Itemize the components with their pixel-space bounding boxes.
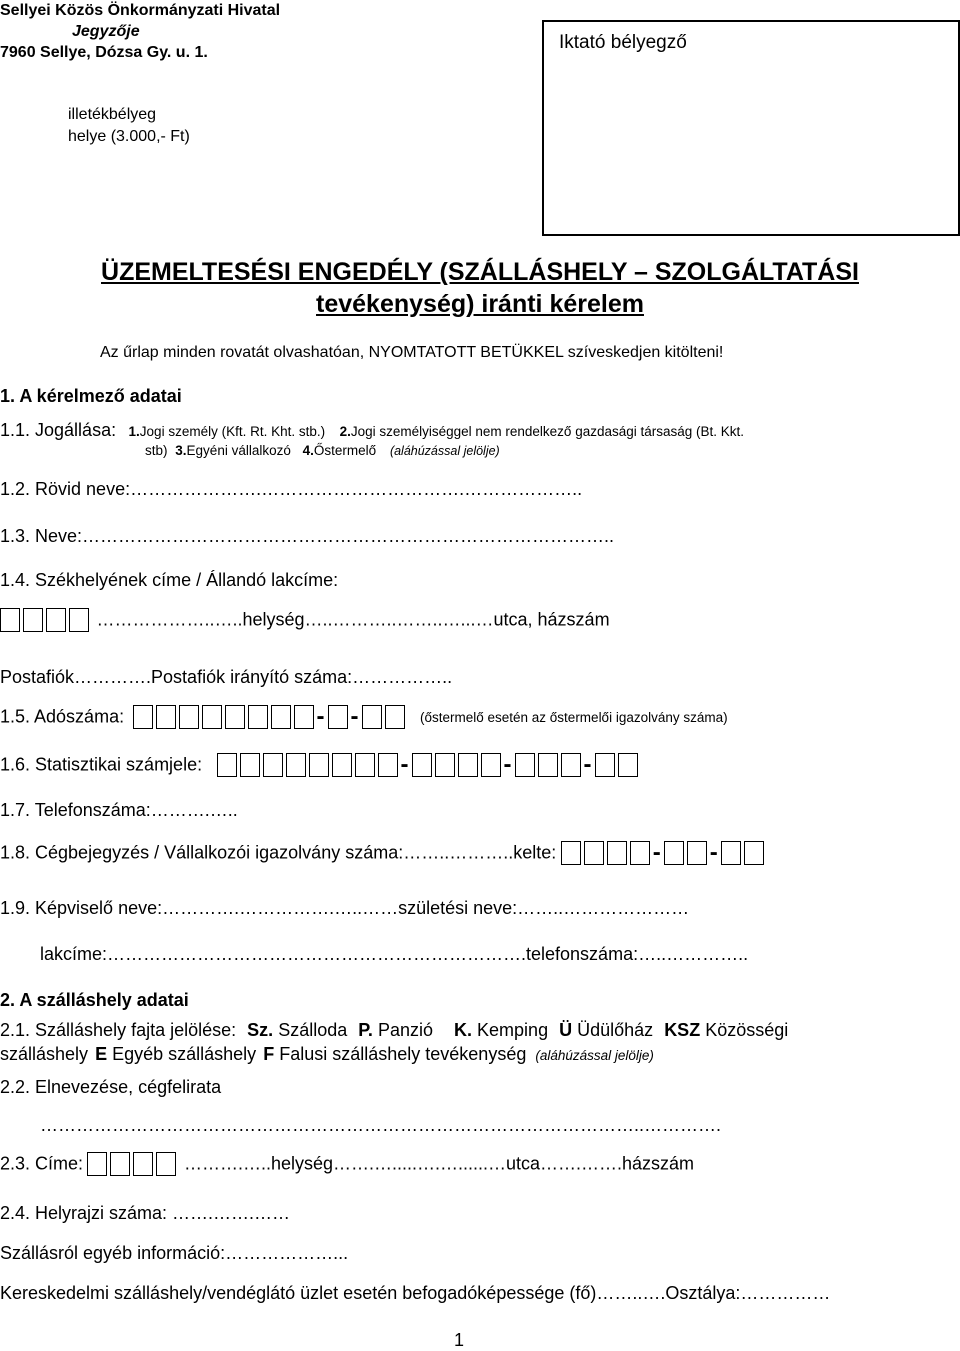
fee-stamp-line1: illetékbélyeg [68, 106, 157, 123]
name-field[interactable]: 1.3. Neve:…………………………………………………………………………….. [0, 526, 615, 546]
legal-status-row [0, 420, 744, 441]
stamp-box [542, 20, 960, 236]
tax-number-label: 1.5. Adószáma: [0, 706, 125, 727]
legal-status-opt2[interactable]: 2.Jogi személyiséggel nem rendelkező gazdasági társaság (Bt. Kkt. [339, 424, 745, 439]
community-cont: szálláshely [0, 1044, 89, 1064]
legal-status-opt2-cont: stb) [145, 443, 168, 458]
accommodation-type-note: (aláhúzással jelölje) [535, 1048, 654, 1063]
legal-status-opt3[interactable]: 3.Egyéni vállalkozó [175, 443, 291, 458]
site-address-label: 2.3. Címe: [0, 1153, 84, 1174]
type-option-camping[interactable]: K. Kemping [454, 1020, 549, 1040]
company-reg-date-boxes[interactable]: - - [561, 841, 767, 865]
stat-code-row [0, 753, 641, 777]
section1-heading: 1. A kérelmező adatai [0, 386, 182, 406]
short-name-field[interactable]: 1.2. Rövid neve:………………….…………………………….……………….. [0, 479, 583, 499]
trade-name-label: 2.2. Elnevezése, cégfelirata [0, 1077, 222, 1097]
seat-address-field[interactable]: ………………..…..helység…..………..……..…...…utca, házszám [96, 609, 610, 630]
legal-status-opt4[interactable]: 4.Őstermelő [302, 443, 377, 458]
form-title-line2: tevékenység) iránti kérelem [316, 290, 644, 318]
type-option-rural[interactable]: F Falusi szálláshely tevékenység [263, 1044, 527, 1064]
tax-number-row [0, 705, 728, 729]
type-option-hotel[interactable]: Sz. Szálloda [247, 1020, 348, 1040]
instruction-text: Az űrlap minden rovatát olvashatóan, NYOMTATOTT BETÜKKEL szíveskedjen kitölteni! [100, 344, 724, 361]
office-role: Jegyzője [72, 23, 140, 40]
accommodation-type-label: 2.1. Szálláshely fajta jelölése: [0, 1020, 237, 1040]
office-address: 7960 Sellye, Dózsa Gy. u. 1. [0, 44, 208, 61]
seat-address-label: 1.4. Székhelyének címe / Állandó lakcíme: [0, 570, 339, 590]
seat-address-row [0, 608, 610, 632]
site-postal-code-boxes[interactable] [87, 1152, 179, 1176]
company-reg-row [0, 841, 767, 865]
tax-number-boxes[interactable]: - - [133, 705, 408, 729]
representative-address-field[interactable]: lakcíme:…………………………………………………………….telefonszáma:…..………….. [40, 944, 749, 964]
type-option-community[interactable]: KSZ Közösségi [664, 1020, 789, 1040]
phone-field[interactable]: 1.7. Telefonszáma:……….….. [0, 800, 238, 820]
other-info-field[interactable]: Szállásról egyéb információ:………………... [0, 1243, 349, 1263]
capacity-field[interactable]: Kereskedelmi szálláshely/vendéglátó üzlet esetén befogadóképessége (fő)……..….Osztálya:…………… [0, 1283, 831, 1303]
stat-code-boxes[interactable]: - - - [217, 753, 641, 777]
type-option-other[interactable]: E Egyéb szálláshely [95, 1044, 257, 1064]
legal-status-row2 [145, 443, 500, 458]
accommodation-type-row1 [0, 1020, 788, 1041]
company-reg-field[interactable]: 1.8. Cégbejegyzés / Vállalkozói igazolvány száma:……..………..kelte: [0, 842, 557, 863]
section2-heading: 2. A szálláshely adatai [0, 990, 189, 1010]
postal-code-boxes[interactable] [0, 608, 92, 632]
page-number: 1 [454, 1330, 465, 1350]
fee-stamp-line2: helye (3.000,- Ft) [68, 128, 190, 145]
legal-status-note: (aláhúzással jelölje) [389, 444, 500, 458]
representative-field[interactable]: 1.9. Képviselő neve:………….…………….…..……születési neve:……..………………… [0, 898, 690, 918]
site-address-row [0, 1152, 694, 1176]
stat-code-label: 1.6. Statisztikai számjele: [0, 754, 203, 775]
accommodation-type-row2 [0, 1044, 654, 1065]
parcel-number-field[interactable]: 2.4. Helyrajzi száma: …….…….…… [0, 1203, 291, 1223]
fee-stamp-note [68, 104, 190, 148]
type-option-holiday-house[interactable]: Ü Üdülőház [559, 1020, 654, 1040]
stamp-label: Iktató bélyegző [559, 32, 687, 53]
legal-status-opt1[interactable]: 1.Jogi személy (Kft. Rt. Kht. stb.) [128, 424, 326, 439]
legal-status-label: 1.1. Jogállása: [0, 420, 117, 440]
tax-number-note: (őstermelő esetén az őstermelői igazolvány száma) [419, 709, 728, 725]
form-title-line1: ÜZEMELTESÉSI ENGEDÉLY (SZÁLLÁSHELY – SZOLGÁLTATÁSI [101, 258, 859, 286]
trade-name-field[interactable]: ………………………………………………………………………………………..…………. [40, 1115, 722, 1135]
type-option-pension[interactable]: P. Panzió [358, 1020, 433, 1040]
site-address-field[interactable]: ……….…..helység…….….....….…......…utca…….…….házszám [183, 1153, 695, 1174]
office-name: Sellyei Közös Önkormányzati Hivatal [0, 2, 281, 19]
po-box-field[interactable]: Postafiók………….Postafiók irányító száma:…………….. [0, 667, 453, 687]
